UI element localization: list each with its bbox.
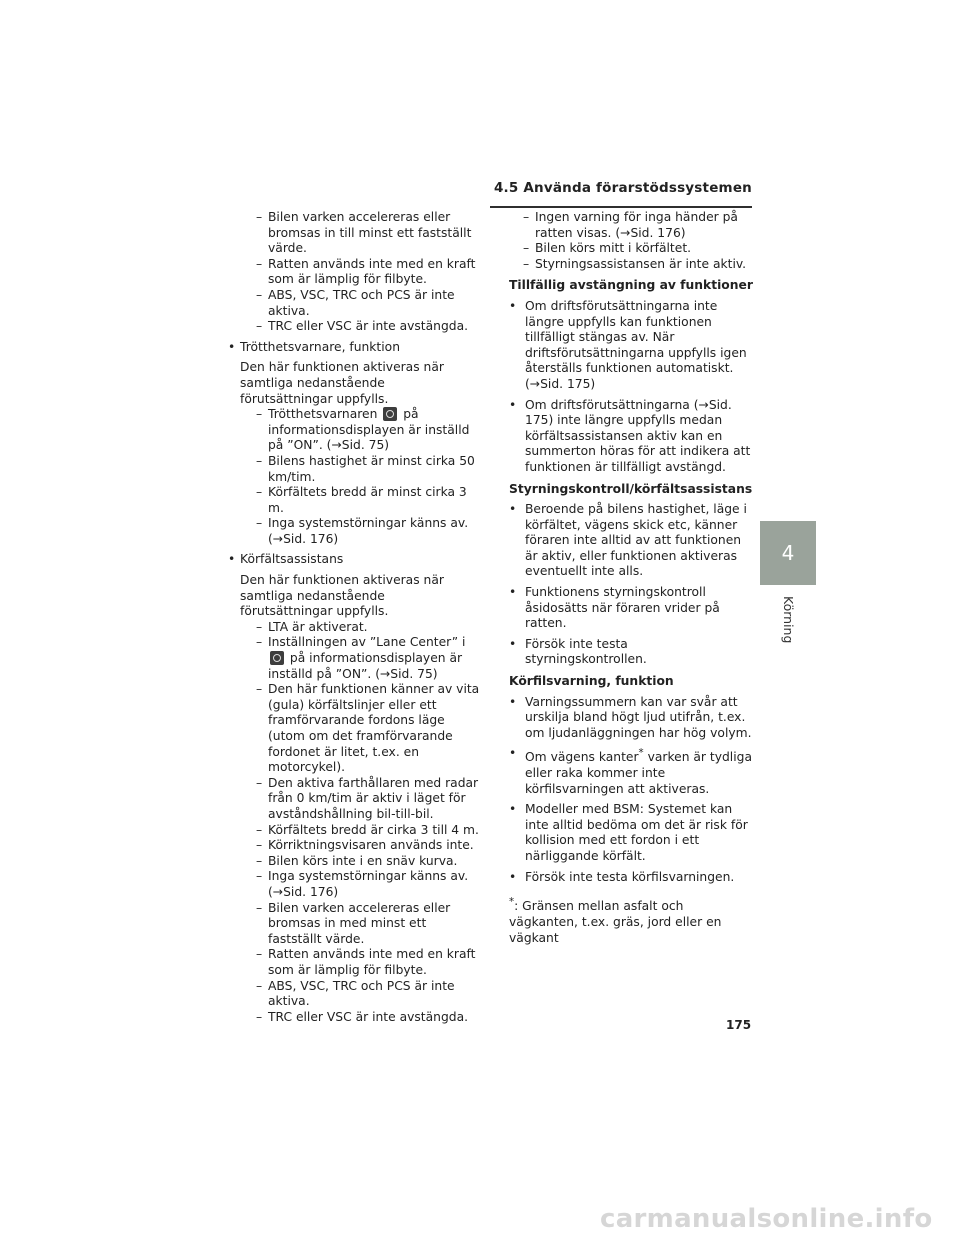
list-item: – Bilen körs inte i en snäv kurva. (242, 854, 480, 870)
list-item: – Bilen varken accelereras eller bromsas in med minst ett fastställt värde. (242, 901, 480, 948)
settings-icon (383, 407, 397, 421)
list-item: – Ingen varning för inga händer på ratten visas. (→Sid. 176) (509, 210, 753, 241)
list-item: – Körfältets bredd är minst cirka 3 m. (242, 485, 480, 516)
list-item: • Om driftsförutsättningarna (→Sid. 175) inte längre uppfylls medan körfältsassistansen aktiv kan en summerton höras för att indikera att funktionen är tillfälligt avstängd. (509, 398, 753, 476)
list-item (509, 746, 753, 797)
list-item: – TRC eller VSC är inte avstängda. (242, 319, 480, 335)
list-item: – Bilens hastighet är minst cirka 50 km/tim. (242, 454, 480, 485)
list-item-text: på informationsdisplayen är inställd på ”ON”. (→Sid. 75) (268, 407, 470, 453)
list-item (242, 407, 480, 454)
list-item: – Den aktiva farthållaren med radar från 0 km/tim är aktiv i läget för avståndshållning bil-till-bil. (242, 776, 480, 823)
bullet-lane-assist: • Körfältsassistans (228, 552, 480, 568)
list-item: – LTA är aktiverat. (242, 620, 480, 636)
list-item: – ABS, VSC, TRC och PCS är inte aktiva. (242, 288, 480, 319)
footnote-marker: * (638, 747, 644, 760)
heading-lane-departure-warning: Körfilsvarning, funktion (509, 674, 674, 689)
list-item-text: Om vägens kanter (525, 750, 639, 765)
list-item: • Varningssummern kan var svår att urskilja bland högt ljud utifrån, t.ex. om ljudanläggningen har hög volym. (509, 695, 753, 742)
page-number: 175 (726, 1018, 752, 1032)
list-item: – Körfältets bredd är cirka 3 till 4 m. (242, 823, 480, 839)
list-item: – Den här funktionen känner av vita (gula) körfältslinjer eller ett framförvarande fordons läge (utom om det framförvarande fordonet är litet, t.ex. en motorcykel). (242, 682, 480, 776)
footnote (509, 895, 753, 946)
list-item: – Ratten används inte med en kraft som är lämplig för filbyte. (242, 257, 480, 288)
list-item-text: Inställningen av ”Lane Center” i (268, 635, 466, 650)
chapter-tab: 4 (760, 521, 816, 585)
list-item: – Bilen varken accelereras eller bromsas in till minst ett fastställt värde. (242, 210, 480, 257)
list-item: • Funktionens styrningskontroll åsidosätts när föraren vrider på ratten. (509, 585, 753, 632)
section-header (490, 176, 752, 208)
list-item: • Beroende på bilens hastighet, läge i körfältet, vägens skick etc, känner föraren inte alltid av att funktionen är aktiv, eller funktionen aktiveras eventuellt inte alls. (509, 502, 753, 580)
list-item: – Ratten används inte med en kraft som är lämplig för filbyte. (242, 947, 480, 978)
heading-temporary-shutdown: Tillfällig avstängning av funktioner (509, 278, 753, 293)
list-item: – Inga systemstörningar känns av. (→Sid. 176) (242, 516, 480, 547)
list-item-text: på informationsdisplayen är inställd på ”ON”. (→Sid. 75) (268, 651, 463, 681)
bullet-fatigue-warning: • Trötthetsvarnare, funktion (228, 340, 480, 356)
list-item: • Modeller med BSM: Systemet kan inte alltid bedöma om det är risk för kollision med ett fordon i ett närliggande körfält. (509, 802, 753, 864)
list-item: – Styrningsassistansen är inte aktiv. (509, 257, 753, 273)
chapter-label: Körning (781, 596, 796, 644)
watermark: carmanualsonline.info (600, 1204, 933, 1234)
footnote-marker: * (509, 896, 515, 909)
left-column (228, 210, 480, 1025)
list-item: – Körriktningsvisaren används inte. (242, 838, 480, 854)
list-item: • Försök inte testa styrningskontrollen. (509, 637, 753, 668)
section-title: 4.5 Använda förarstödssystemen (493, 180, 752, 196)
list-item-text: varken är tydliga eller raka kommer inte körfilsvarningen att aktiveras. (525, 750, 752, 796)
list-item: – TRC eller VSC är inte avstängda. (242, 1010, 480, 1026)
list-item: • Försök inte testa körfilsvarningen. (509, 870, 753, 886)
list-item: – Inga systemstörningar känns av. (→Sid. 176) (242, 869, 480, 900)
list-item: – ABS, VSC, TRC och PCS är inte aktiva. (242, 979, 480, 1010)
list-item: • Om driftsförutsättningarna inte längre uppfylls kan funktionen tillfälligt stängas av. När driftsförutsättningarna uppfylls igen återställs funktionen automatiskt. (→Sid. 175) (509, 299, 753, 393)
right-column (509, 210, 753, 946)
paragraph: Den här funktionen aktiveras när samtliga nedanstående förutsättningar uppfylls. (240, 573, 444, 619)
list-item (242, 635, 480, 682)
list-item-text: Trötthetsvarnaren (268, 407, 378, 422)
heading-steering-control: Styrningskontroll/körfältsassistans (509, 481, 753, 496)
paragraph: Den här funktionen aktiveras när samtliga nedanstående förutsättningar uppfylls. (240, 360, 444, 406)
footnote-text: : Gränsen mellan asfalt och vägkanten, t.ex. gräs, jord eller en vägkant (509, 899, 722, 945)
list-item: – Bilen körs mitt i körfältet. (509, 241, 753, 257)
settings-icon (270, 651, 284, 665)
